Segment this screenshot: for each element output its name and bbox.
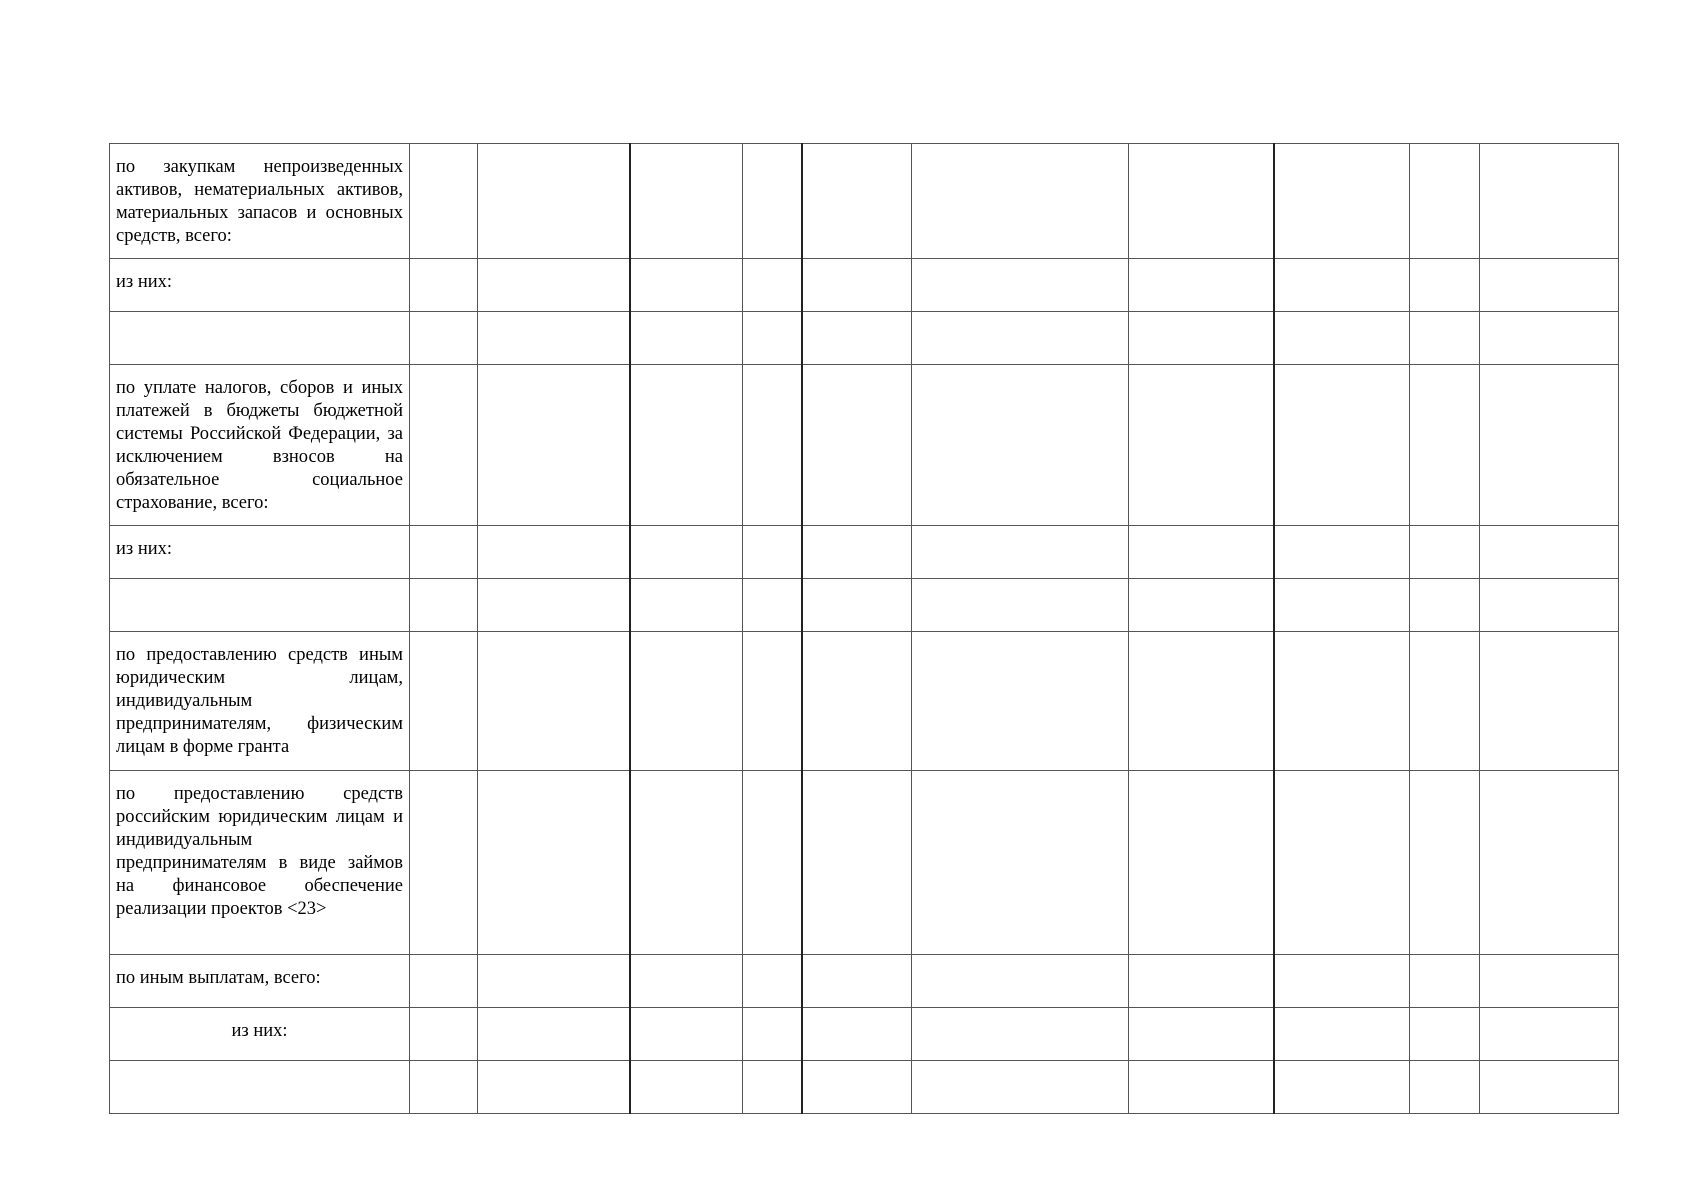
empty-cell — [802, 259, 912, 312]
empty-cell — [743, 632, 802, 771]
empty-cell — [1274, 312, 1410, 365]
empty-cell — [912, 1061, 1129, 1114]
row-label: по закупкам непроизведенных активов, нематериальных активов, материальных запасов и основных средств, всего: — [116, 157, 403, 246]
empty-cell — [743, 144, 802, 259]
empty-cell — [802, 312, 912, 365]
table-row — [110, 312, 1619, 365]
empty-cell — [1480, 955, 1619, 1008]
empty-cell — [410, 312, 478, 365]
empty-cell — [1410, 144, 1480, 259]
empty-cell — [802, 365, 912, 526]
empty-cell — [1480, 144, 1619, 259]
table-row — [110, 144, 1619, 259]
empty-cell — [1129, 1061, 1274, 1114]
row-label: из них: — [116, 272, 173, 292]
empty-cell — [410, 1008, 478, 1061]
empty-cell — [1410, 771, 1480, 955]
row-label-cell — [110, 312, 410, 365]
row-label-cell — [110, 1008, 410, 1061]
empty-cell — [1274, 955, 1410, 1008]
empty-cell — [1480, 365, 1619, 526]
row-label-cell — [110, 1061, 410, 1114]
empty-cell — [1129, 365, 1274, 526]
empty-cell — [478, 579, 630, 632]
row-label-cell — [110, 526, 410, 579]
empty-cell — [410, 955, 478, 1008]
empty-cell — [630, 526, 743, 579]
empty-cell — [478, 1061, 630, 1114]
table-body — [110, 144, 1619, 1114]
empty-cell — [912, 365, 1129, 526]
row-label: по предоставлению средств российским юридическим лицам и индивидуальным предпринимателям в виде займов на финансовое обеспечение реализации проектов <23> — [116, 784, 403, 919]
empty-cell — [1274, 1061, 1410, 1114]
report-table — [109, 143, 1619, 1114]
empty-cell — [1410, 312, 1480, 365]
row-label-cell — [110, 771, 410, 955]
empty-cell — [410, 771, 478, 955]
empty-cell — [1480, 259, 1619, 312]
empty-cell — [1129, 955, 1274, 1008]
empty-cell — [1410, 526, 1480, 579]
empty-cell — [802, 955, 912, 1008]
empty-cell — [1410, 1061, 1480, 1114]
empty-cell — [1410, 365, 1480, 526]
row-label-cell — [110, 144, 410, 259]
empty-cell — [802, 771, 912, 955]
empty-cell — [478, 955, 630, 1008]
empty-cell — [1274, 365, 1410, 526]
empty-cell — [912, 259, 1129, 312]
empty-cell — [802, 1008, 912, 1061]
empty-cell — [1480, 1061, 1619, 1114]
table-row — [110, 365, 1619, 526]
empty-cell — [1129, 1008, 1274, 1061]
table-row — [110, 579, 1619, 632]
empty-cell — [912, 1008, 1129, 1061]
table-row — [110, 771, 1619, 955]
row-label-cell — [110, 632, 410, 771]
empty-cell — [912, 771, 1129, 955]
empty-cell — [802, 526, 912, 579]
empty-cell — [1129, 144, 1274, 259]
empty-cell — [410, 259, 478, 312]
empty-cell — [630, 312, 743, 365]
empty-cell — [1410, 632, 1480, 771]
empty-cell — [912, 526, 1129, 579]
empty-cell — [1410, 259, 1480, 312]
empty-cell — [630, 632, 743, 771]
empty-cell — [1129, 312, 1274, 365]
empty-cell — [743, 1008, 802, 1061]
empty-cell — [410, 144, 478, 259]
empty-cell — [802, 1061, 912, 1114]
row-label: из них: — [231, 1021, 288, 1041]
row-label: по уплате налогов, сборов и иных платежей в бюджеты бюджетной системы Российской Федерации, за исключением взносов на обязательное социальное страхование, всего: — [116, 378, 403, 513]
empty-cell — [912, 955, 1129, 1008]
empty-cell — [1274, 579, 1410, 632]
empty-cell — [630, 579, 743, 632]
empty-cell — [912, 579, 1129, 632]
empty-cell — [410, 1061, 478, 1114]
empty-cell — [1129, 632, 1274, 771]
empty-cell — [1274, 771, 1410, 955]
row-label-cell — [110, 955, 410, 1008]
table-row — [110, 259, 1619, 312]
empty-cell — [743, 955, 802, 1008]
table-row — [110, 1008, 1619, 1061]
row-label: по иным выплатам, всего: — [116, 968, 321, 988]
table-row — [110, 526, 1619, 579]
empty-cell — [630, 259, 743, 312]
empty-cell — [630, 955, 743, 1008]
row-label: по предоставлению средств иным юридическим лицам, индивидуальным предпринимателям, физическим лицам в форме гранта — [116, 645, 403, 757]
empty-cell — [1274, 526, 1410, 579]
empty-cell — [630, 144, 743, 259]
empty-cell — [1480, 771, 1619, 955]
empty-cell — [1129, 526, 1274, 579]
empty-cell — [1274, 1008, 1410, 1061]
empty-cell — [743, 259, 802, 312]
empty-cell — [630, 1061, 743, 1114]
row-label-cell — [110, 365, 410, 526]
empty-cell — [410, 526, 478, 579]
empty-cell — [1410, 955, 1480, 1008]
row-label-cell — [110, 259, 410, 312]
empty-cell — [478, 259, 630, 312]
empty-cell — [1410, 579, 1480, 632]
table-row — [110, 955, 1619, 1008]
empty-cell — [478, 771, 630, 955]
empty-cell — [478, 365, 630, 526]
empty-cell — [1480, 1008, 1619, 1061]
empty-cell — [630, 771, 743, 955]
empty-cell — [478, 632, 630, 771]
empty-cell — [478, 312, 630, 365]
empty-cell — [743, 312, 802, 365]
empty-cell — [1410, 1008, 1480, 1061]
row-label-cell — [110, 579, 410, 632]
empty-cell — [743, 365, 802, 526]
empty-cell — [630, 365, 743, 526]
empty-cell — [912, 144, 1129, 259]
empty-cell — [1480, 579, 1619, 632]
empty-cell — [743, 579, 802, 632]
table-row — [110, 1061, 1619, 1114]
empty-cell — [410, 632, 478, 771]
empty-cell — [912, 312, 1129, 365]
empty-cell — [743, 1061, 802, 1114]
empty-cell — [1129, 771, 1274, 955]
empty-cell — [1480, 632, 1619, 771]
empty-cell — [802, 144, 912, 259]
empty-cell — [478, 144, 630, 259]
empty-cell — [410, 365, 478, 526]
table-row — [110, 632, 1619, 771]
empty-cell — [743, 526, 802, 579]
empty-cell — [1480, 526, 1619, 579]
empty-cell — [802, 579, 912, 632]
empty-cell — [478, 1008, 630, 1061]
empty-cell — [912, 632, 1129, 771]
row-label: из них: — [116, 539, 173, 559]
empty-cell — [1480, 312, 1619, 365]
empty-cell — [1274, 632, 1410, 771]
empty-cell — [630, 1008, 743, 1061]
empty-cell — [478, 526, 630, 579]
empty-cell — [802, 632, 912, 771]
empty-cell — [1129, 259, 1274, 312]
empty-cell — [743, 771, 802, 955]
empty-cell — [1274, 259, 1410, 312]
empty-cell — [1274, 144, 1410, 259]
empty-cell — [1129, 579, 1274, 632]
empty-cell — [410, 579, 478, 632]
